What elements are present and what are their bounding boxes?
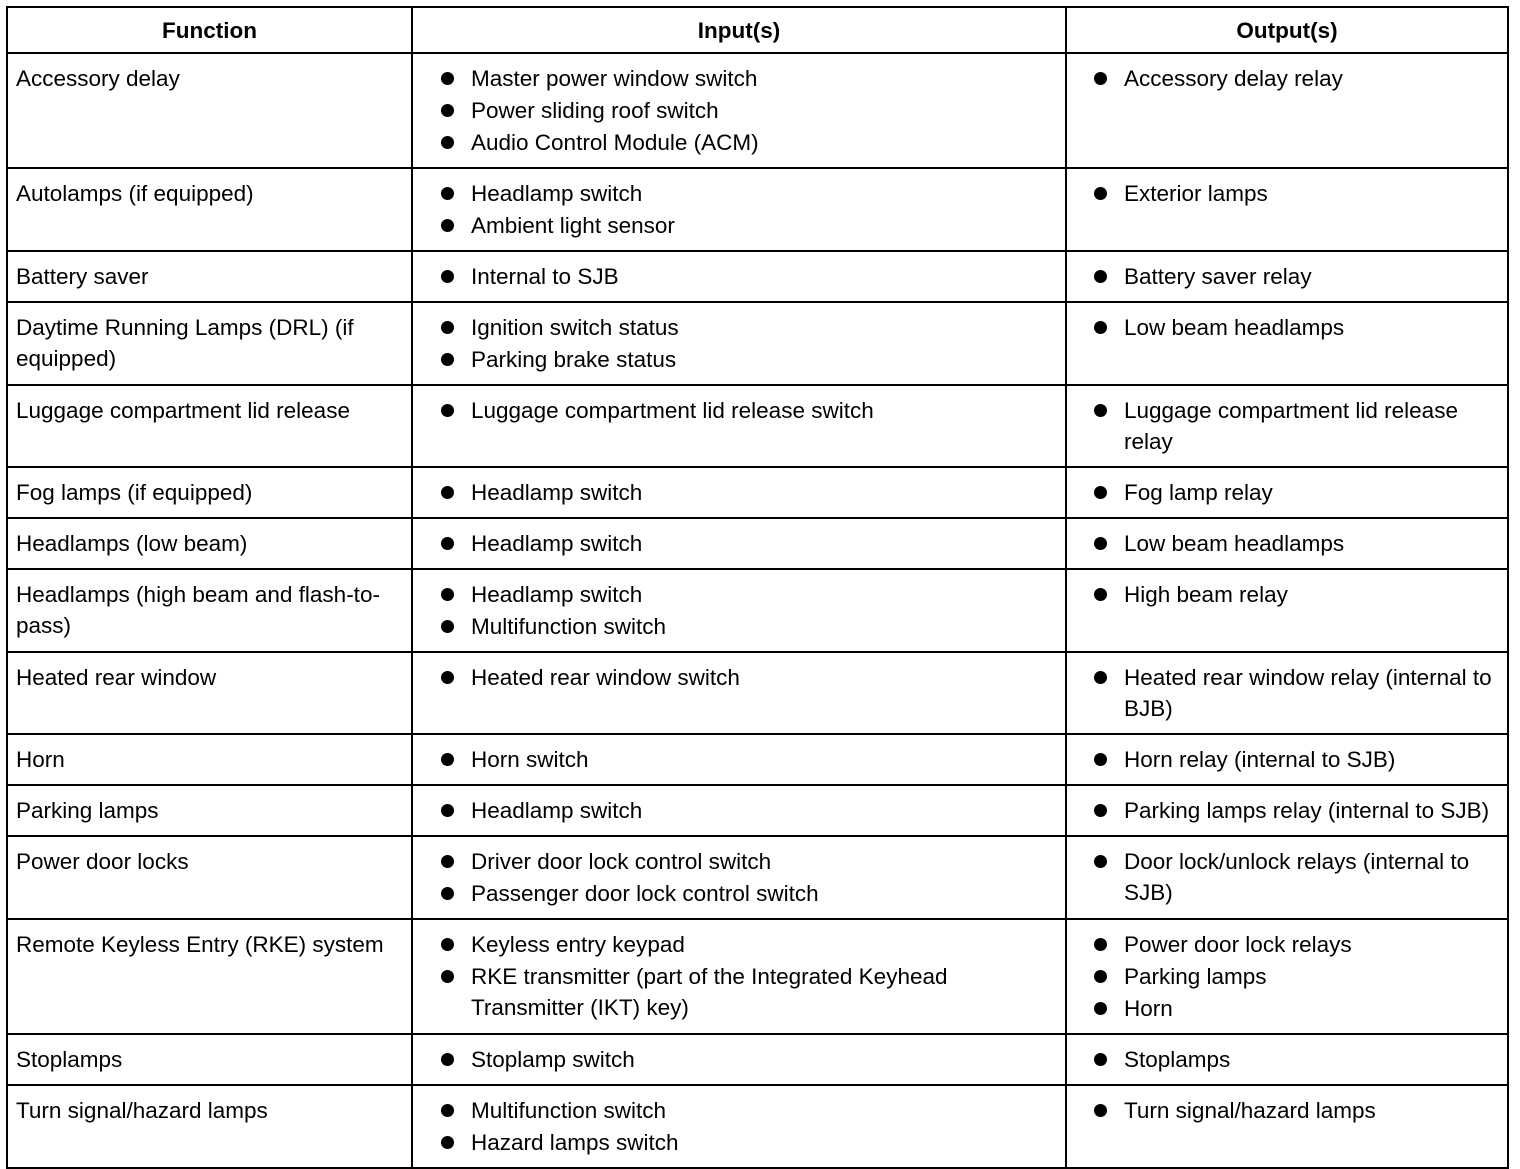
output-list-item: Power door lock relays	[1092, 929, 1503, 960]
inputs-cell	[412, 467, 1066, 518]
output-list	[1092, 744, 1503, 775]
input-list	[439, 63, 1061, 158]
input-list	[439, 662, 1061, 693]
input-list-item: Passenger door lock control switch	[439, 878, 1061, 909]
output-list-item: Parking lamps relay (internal to SJB)	[1092, 795, 1503, 826]
function-cell: Daytime Running Lamps (DRL) (if equipped)	[7, 302, 412, 385]
input-list	[439, 477, 1061, 508]
input-list	[439, 795, 1061, 826]
output-list	[1092, 395, 1503, 457]
table-row	[7, 1085, 1508, 1168]
input-list-item: Internal to SJB	[439, 261, 1061, 292]
output-list-item: Low beam headlamps	[1092, 528, 1503, 559]
function-cell: Turn signal/hazard lamps	[7, 1085, 412, 1168]
inputs-cell	[412, 385, 1066, 467]
function-cell: Battery saver	[7, 251, 412, 302]
input-list-item: Headlamp switch	[439, 795, 1061, 826]
outputs-cell	[1066, 168, 1508, 251]
table-row	[7, 836, 1508, 919]
header-inputs: Input(s)	[412, 7, 1066, 53]
inputs-cell	[412, 734, 1066, 785]
function-cell: Stoplamps	[7, 1034, 412, 1085]
output-list-item: Accessory delay relay	[1092, 63, 1503, 94]
output-list	[1092, 312, 1503, 343]
outputs-cell	[1066, 1085, 1508, 1168]
input-list-item: Power sliding roof switch	[439, 95, 1061, 126]
output-list	[1092, 662, 1503, 724]
inputs-cell	[412, 652, 1066, 734]
inputs-cell	[412, 302, 1066, 385]
output-list	[1092, 1044, 1503, 1075]
header-outputs: Output(s)	[1066, 7, 1508, 53]
input-list	[439, 528, 1061, 559]
input-list	[439, 1095, 1061, 1158]
outputs-cell	[1066, 302, 1508, 385]
input-list-item: Headlamp switch	[439, 477, 1061, 508]
table-row	[7, 467, 1508, 518]
output-list-item: High beam relay	[1092, 579, 1503, 610]
table-header	[7, 7, 1508, 53]
output-list	[1092, 795, 1503, 826]
function-cell: Accessory delay	[7, 53, 412, 168]
inputs-cell	[412, 919, 1066, 1034]
input-list-item: RKE transmitter (part of the Integrated Keyhead Transmitter (IKT) key)	[439, 961, 1061, 1023]
output-list	[1092, 1095, 1503, 1126]
inputs-cell	[412, 785, 1066, 836]
output-list-item: Door lock/unlock relays (internal to SJB)	[1092, 846, 1503, 908]
input-list	[439, 846, 1061, 909]
outputs-cell	[1066, 734, 1508, 785]
outputs-cell	[1066, 785, 1508, 836]
inputs-cell	[412, 836, 1066, 919]
inputs-cell	[412, 569, 1066, 652]
output-list	[1092, 261, 1503, 292]
input-list-item: Stoplamp switch	[439, 1044, 1061, 1075]
input-list-item: Hazard lamps switch	[439, 1127, 1061, 1158]
table-row	[7, 734, 1508, 785]
input-list-item: Parking brake status	[439, 344, 1061, 375]
function-cell: Horn	[7, 734, 412, 785]
output-list-item: Fog lamp relay	[1092, 477, 1503, 508]
outputs-cell	[1066, 518, 1508, 569]
outputs-cell	[1066, 652, 1508, 734]
input-list	[439, 178, 1061, 241]
table-body	[7, 53, 1508, 1168]
output-list-item: Stoplamps	[1092, 1044, 1503, 1075]
table-row	[7, 168, 1508, 251]
input-list-item: Horn switch	[439, 744, 1061, 775]
table-row	[7, 652, 1508, 734]
outputs-cell	[1066, 53, 1508, 168]
table-row	[7, 518, 1508, 569]
inputs-cell	[412, 251, 1066, 302]
output-list-item: Exterior lamps	[1092, 178, 1503, 209]
table-row	[7, 1034, 1508, 1085]
table-row	[7, 385, 1508, 467]
function-cell: Power door locks	[7, 836, 412, 919]
output-list	[1092, 929, 1503, 1024]
function-cell: Headlamps (high beam and flash-to-pass)	[7, 569, 412, 652]
input-list-item: Headlamp switch	[439, 178, 1061, 209]
output-list-item: Parking lamps	[1092, 961, 1503, 992]
function-cell: Autolamps (if equipped)	[7, 168, 412, 251]
input-list-item: Multifunction switch	[439, 611, 1061, 642]
input-list	[439, 395, 1061, 426]
input-list-item: Ambient light sensor	[439, 210, 1061, 241]
function-cell: Remote Keyless Entry (RKE) system	[7, 919, 412, 1034]
outputs-cell	[1066, 1034, 1508, 1085]
output-list-item: Battery saver relay	[1092, 261, 1503, 292]
table-row	[7, 302, 1508, 385]
input-list-item: Audio Control Module (ACM)	[439, 127, 1061, 158]
table-row	[7, 919, 1508, 1034]
output-list	[1092, 477, 1503, 508]
input-list	[439, 929, 1061, 1023]
output-list-item: Heated rear window relay (internal to BJB)	[1092, 662, 1503, 724]
inputs-cell	[412, 168, 1066, 251]
input-list-item: Multifunction switch	[439, 1095, 1061, 1126]
outputs-cell	[1066, 569, 1508, 652]
header-function: Function	[7, 7, 412, 53]
input-list-item: Keyless entry keypad	[439, 929, 1061, 960]
table-row	[7, 251, 1508, 302]
input-list-item: Heated rear window switch	[439, 662, 1061, 693]
output-list	[1092, 579, 1503, 610]
input-list	[439, 1044, 1061, 1075]
inputs-cell	[412, 1034, 1066, 1085]
output-list-item: Low beam headlamps	[1092, 312, 1503, 343]
function-cell: Luggage compartment lid release	[7, 385, 412, 467]
table-row	[7, 785, 1508, 836]
output-list	[1092, 846, 1503, 908]
outputs-cell	[1066, 385, 1508, 467]
inputs-cell	[412, 518, 1066, 569]
input-list	[439, 261, 1061, 292]
output-list-item: Horn	[1092, 993, 1503, 1024]
output-list-item: Turn signal/hazard lamps	[1092, 1095, 1503, 1126]
input-list	[439, 744, 1061, 775]
table-row	[7, 53, 1508, 168]
outputs-cell	[1066, 251, 1508, 302]
input-list	[439, 579, 1061, 642]
outputs-cell	[1066, 919, 1508, 1034]
input-list-item: Master power window switch	[439, 63, 1061, 94]
output-list-item: Horn relay (internal to SJB)	[1092, 744, 1503, 775]
output-list	[1092, 178, 1503, 209]
inputs-cell	[412, 1085, 1066, 1168]
input-list-item: Driver door lock control switch	[439, 846, 1061, 877]
function-cell: Fog lamps (if equipped)	[7, 467, 412, 518]
function-io-table	[6, 6, 1509, 1169]
input-list-item: Headlamp switch	[439, 579, 1061, 610]
input-list-item: Headlamp switch	[439, 528, 1061, 559]
function-cell: Heated rear window	[7, 652, 412, 734]
inputs-cell	[412, 53, 1066, 168]
header-row	[7, 7, 1508, 53]
function-cell: Parking lamps	[7, 785, 412, 836]
outputs-cell	[1066, 836, 1508, 919]
output-list	[1092, 528, 1503, 559]
output-list-item: Luggage compartment lid release relay	[1092, 395, 1503, 457]
output-list	[1092, 63, 1503, 94]
outputs-cell	[1066, 467, 1508, 518]
input-list-item: Luggage compartment lid release switch	[439, 395, 1061, 426]
input-list	[439, 312, 1061, 375]
function-cell: Headlamps (low beam)	[7, 518, 412, 569]
table-row	[7, 569, 1508, 652]
input-list-item: Ignition switch status	[439, 312, 1061, 343]
